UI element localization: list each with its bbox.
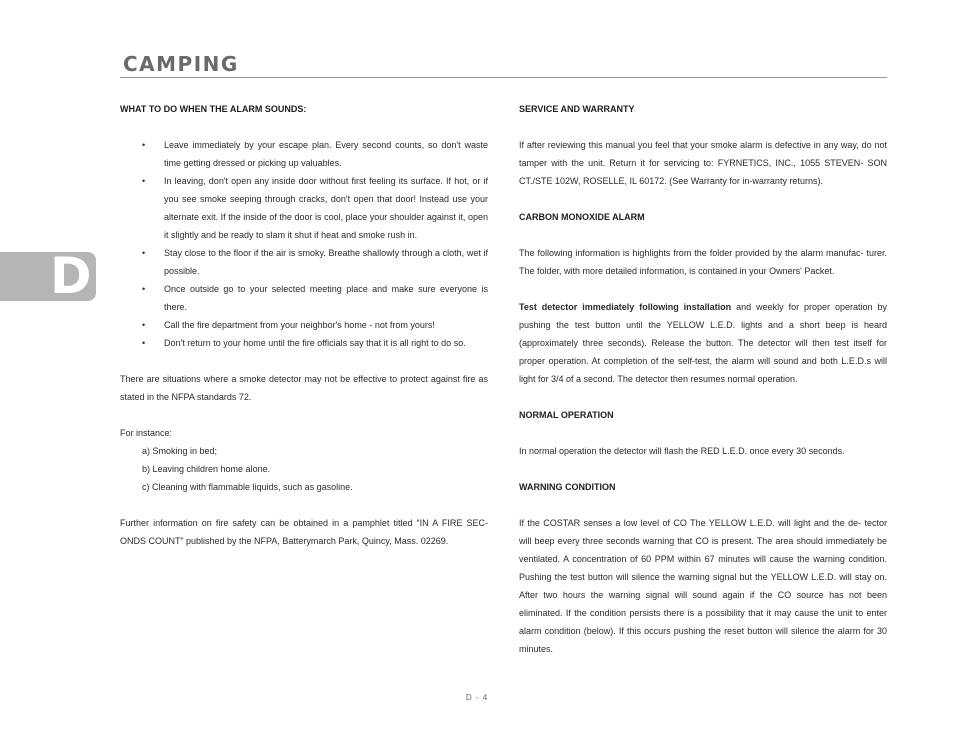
instance-item: a) Smoking in bed;	[142, 446, 218, 456]
effectiveness-paragraph: There are situations where a smoke detector may not be effective to protect against fire as stated in the NFPA standards 72.	[120, 374, 488, 402]
title-divider	[120, 77, 887, 78]
service-warranty-heading: SERVICE AND WARRANTY	[519, 104, 635, 114]
normal-operation-text: In normal operation the detector will flash the RED L.E.D. once every 30 seconds.	[519, 446, 845, 456]
instance-intro: For instance:	[120, 428, 173, 438]
list-item: • Leave immediately by your escape plan. Every second counts, so don't waste time getting dressed or picking up valuables.	[120, 136, 488, 172]
test-detector-paragraph	[519, 298, 887, 388]
test-detector-emphasis: Test detector immediately following installation	[519, 302, 732, 312]
list-item: • Don't return to your home until the fire officials say that it is all right to do so.	[120, 334, 488, 352]
co-alarm-heading: CARBON MONOXIDE ALARM	[519, 212, 645, 222]
warning-condition-text: If the COSTAR senses a low level of CO The YELLOW L.E.D. will light and the de- tector will beep every three seconds warning that CO is present. The area should immediately be ventilated. A concentration of 60 PPM within 67 minutes will cause the warning condition. Pushing the test button will silence the warning signal but the YELLOW L.E.D. will stay on. After two hours the warning signal will sound again if the CO source has not been eliminated. If the condition persists there is a possibility that it may cause the unit to enter alarm condition (below). If this occurs pushing the reset button will silence the alarm for 30 minutes.	[519, 518, 887, 654]
alarm-sounds-heading: WHAT TO DO WHEN THE ALARM SOUNDS:	[120, 104, 307, 114]
list-item: • In leaving, don't open any inside door without first feeling its surface. If hot, or if you see smoke seeping through cracks, don't open that door! Instead use your alternate exit. If the inside of the door is cool, place your shoulder against it, open it slightly and be ready to slam it shut if heat and smoke rush in.	[120, 172, 488, 244]
normal-operation-heading: NORMAL OPERATION	[519, 410, 614, 420]
list-item: • Call the fire department from your neighbor's home - not from yours!	[120, 316, 488, 334]
list-item: • Once outside go to your selected meeting place and make sure everyone is there.	[120, 280, 488, 316]
instance-item: c) Cleaning with flammable liquids, such as gasoline.	[142, 482, 353, 492]
service-warranty-text: If after reviewing this manual you feel that your smoke alarm is defective in any way, do not tamper with the unit. Return it for servicing to: FYRNETICS, INC., 1055 STEVEN- SON CT./STE 102W, ROSELLE, IL 60172. (See Warranty for in-warranty returns).	[519, 140, 887, 186]
list-item: • Stay close to the floor if the air is smoky. Breathe shallowly through a cloth, wet if possible.	[120, 244, 488, 280]
left-column	[120, 100, 488, 550]
page-number: D - 4	[465, 693, 489, 702]
instance-item: b) Leaving children home alone.	[142, 464, 271, 474]
section-letter: D	[50, 247, 92, 305]
co-alarm-text: The following information is highlights from the folder provided by the alarm manufac- turer. The folder, with more detailed information, is contained in your Owners' Packet.	[519, 248, 887, 276]
warning-condition-heading: WARNING CONDITION	[519, 482, 616, 492]
further-info-paragraph: Further information on fire safety can be obtained in a pamphlet titled “IN A FIRE SEC- ONDS COUNT” published by the NFPA, Batterymarch Park, Quincy, Mass. 02269.	[120, 518, 488, 546]
page-title: CAMPING	[123, 52, 239, 76]
alarm-steps-list	[120, 136, 488, 352]
section-tab	[0, 247, 96, 305]
test-detector-text: and weekly for proper operation by pushing the test button until the YELLOW L.E.D. lights and a short beep is heard (approximately three seconds). Release the button. The detector will then test itself for proper operation. At completion of the self-test, the alarm will sound and both L.E.D.s will light for 3/4 of a second. The detector then resumes normal operation.	[519, 302, 887, 384]
right-column	[519, 100, 887, 658]
